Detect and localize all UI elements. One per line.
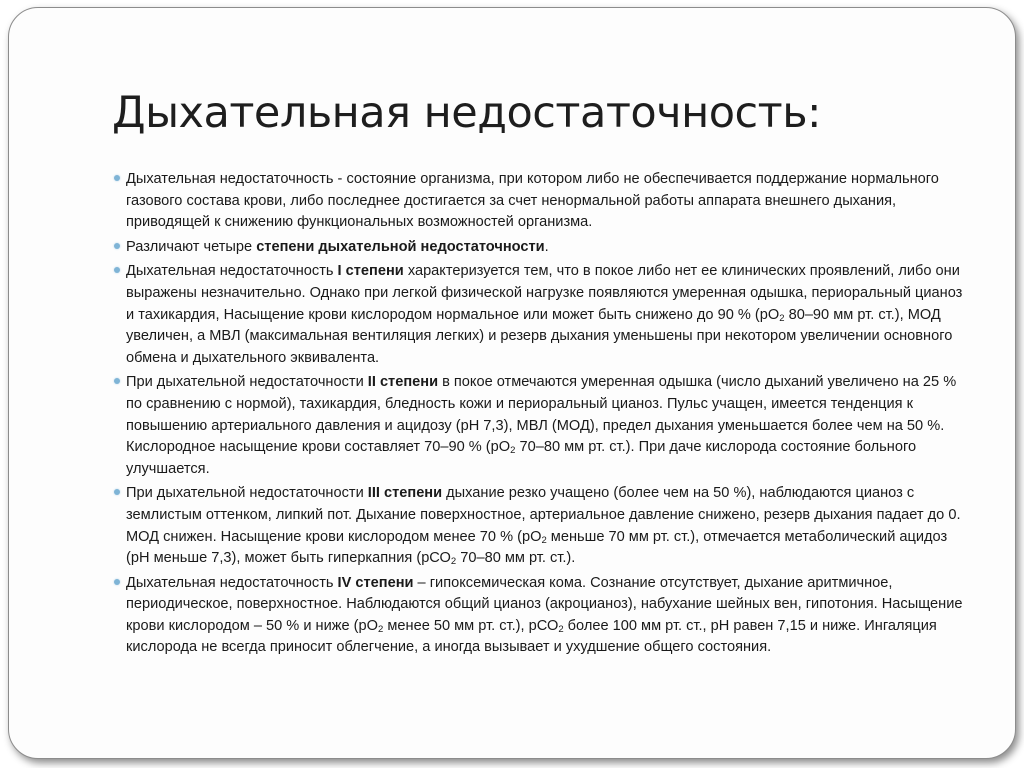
subscript: 2 [450,556,457,568]
subscript: 2 [558,623,564,635]
bullet-degree-3 [112,483,972,569]
bullet-text: более 100 мм рт. ст., рН равен 7,15 и ниже. Ингаляция кислорода не всегда приносит облегчение, а иногда вызывает и ухудшение общего состояния. [126,617,937,656]
bullet-bold-term: степени дыхательной недостаточности [256,238,545,255]
bullet-text: дыхание резко учащено (более чем на 50 %), наблюдаются цианоз с землистым оттенком, липкий пот. Дыхание поверхностное, артериальное давление снижено, резерв дыхания падает до 0. МОД снижен. Насыщение крови кислородом менее 70 % (рО [126,485,961,545]
bullet-bold-term: IV степени [337,574,414,591]
bullet-degrees-intro [112,237,972,259]
bullet-text: Дыхательная недостаточность [126,263,338,280]
bullet-text: 80–90 мм рт. ст.), МОД увеличен, а МВЛ (максимальная вентиляция легких) и резерв дыхания уменьшены при некотором увеличении основного обмена и дыхательного эквивалента. [126,306,953,366]
bullet-text: При дыхательной недостаточности [126,485,368,502]
bullet-dot-icon [114,243,120,249]
bullet-text: При дыхательной недостаточности [126,374,368,391]
bullet-text: Различают четыре [126,238,257,255]
bullet-dot-icon [114,175,120,181]
bullet-degree-2 [112,372,972,480]
subscript: 2 [541,534,547,546]
bullet-degree-1 [112,261,972,369]
slide-title: Дыхательная недостаточность: [112,88,822,138]
bullet-text: . [544,238,549,255]
bullet-text: менее 50 мм рт. ст.), рСО [383,617,559,634]
bullet-text: в покое отмечаются умеренная одышка (число дыханий увеличено на 25 % по сравнению с нормой), тахикардия, бледность кожи и периоральный цианоз. Пульс учащен, имеется тенденция к повышению артериального давления и ацидозу (рН 7,3), МВЛ (МОД), предел дыхания уменьшается более чем на 50 %. Кислородное насыщение крови составляет 70–90 % (рО [126,374,957,456]
bullet-list [112,169,972,662]
bullet-text: Дыхательная недостаточность - состояние организма, при котором либо не обеспечивается поддержание нормального газового состава крови, либо последнее достигается за счет ненормальной работы аппарата внешнего дыхания, приводящей к снижению функциональных возможностей организма. [126,171,939,231]
bullet-text: 70–80 мм рт. ст.). [456,550,576,567]
bullet-bold-term: I степени [337,263,404,280]
subscript: 2 [779,312,785,324]
bullet-dot-icon [114,378,120,384]
bullet-dot-icon [114,489,120,495]
subscript: 2 [378,623,384,635]
bullet-text: 70–80 мм рт. ст.). При даче кислорода состояние больного улучшается. [126,439,917,477]
bullet-bold-term: II степени [367,374,439,391]
bullet-definition [112,169,972,234]
bullet-text: характеризуется тем, что в покое либо нет ее клинических проявлений, либо они выражены незначительно. Однако при легкой физической нагрузке появляются умеренная одышка, периоральный цианоз и тахикардия, Насыщение крови кислородом нормальное или может быть снижено до 90 % (рО [126,263,963,323]
subscript: 2 [510,445,516,457]
bullet-bold-term: III степени [367,485,443,502]
bullet-dot-icon [114,579,120,585]
bullet-text: Дыхательная недостаточность [126,574,338,591]
bullet-text: – гипоксемическая кома. Сознание отсутствует, дыхание аритмичное, периодическое, поверхностное. Наблюдаются общий цианоз (акроцианоз), набухание шейных вен, гипотония. Насыщение крови кислородом – 50 % и ниже (рО [126,574,963,634]
bullet-degree-4 [112,573,972,659]
bullet-dot-icon [114,267,120,273]
bullet-text: меньше 70 мм рт. ст.), отмечается метаболический ацидоз (рН меньше 7,3), может быть гиперкапния (рСО [126,528,948,567]
